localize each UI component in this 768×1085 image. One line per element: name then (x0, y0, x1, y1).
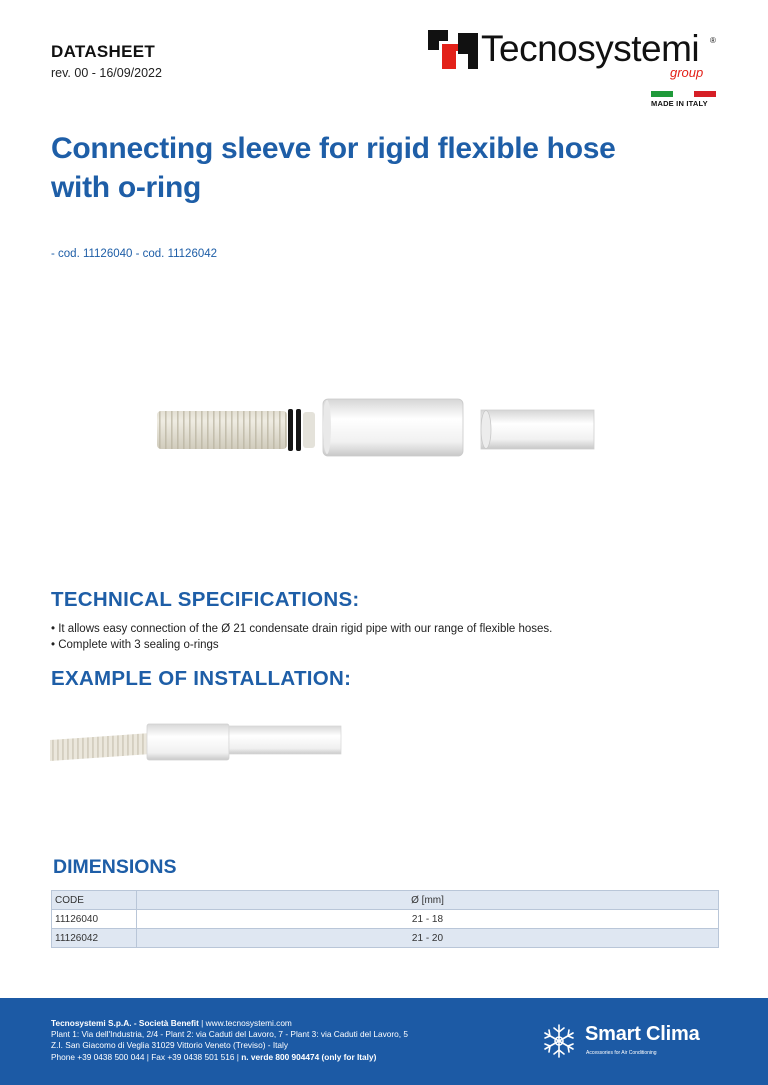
page-title (51, 129, 731, 207)
brand-group: group (670, 65, 704, 80)
footer-company-line (51, 1018, 408, 1029)
datasheet-label: DATASHEET (51, 42, 156, 61)
column-header-diameter: Ø [mm] (137, 891, 719, 910)
footer-phone-line (51, 1052, 408, 1063)
company-website: | www.tecnosystemi.com (198, 1018, 292, 1028)
cell-diameter: 21 - 20 (137, 929, 719, 948)
product-codes: - cod. 11126040 - cod. 11126042 (51, 248, 218, 260)
tecnosystemi-logo-mark (428, 30, 478, 72)
smart-clima-brand: Smart Clima (585, 1023, 700, 1045)
footer (0, 998, 768, 1085)
footer-contact (51, 1018, 408, 1063)
dimensions-heading: DIMENSIONS (53, 856, 177, 878)
smart-clima-tagline: Accessories for Air Conditioning (586, 1050, 657, 1056)
table-header-row (52, 891, 719, 910)
made-in-italy-label: MADE IN ITALY (651, 99, 708, 108)
cell-code: 11126040 (52, 910, 137, 929)
product-image (155, 395, 600, 460)
toll-free-number: n. verde 800 904474 (only for Italy) (241, 1051, 377, 1062)
table-row (52, 929, 719, 948)
spec-bullet: • It allows easy connection of the Ø 21 condensate drain rigid pipe with our range of flexible hoses. (51, 623, 553, 635)
footer-address: Z.I. San Giacomo di Veglia 31029 Vittorio Veneto (Treviso) - Italy (51, 1040, 289, 1051)
column-header-code: CODE (52, 891, 137, 910)
spec-bullet: • Complete with 3 sealing o-rings (51, 639, 219, 651)
tech-specs-heading: TECHNICAL SPECIFICATIONS: (51, 588, 360, 611)
installation-heading: EXAMPLE OF INSTALLATION: (51, 667, 352, 690)
snowflake-icon (540, 1022, 578, 1060)
installation-image (49, 718, 343, 766)
brand-name: Tecnosystemi (481, 28, 700, 69)
title-line-1: Connecting sleeve for rigid flexible hose (51, 132, 616, 165)
cell-diameter: 21 - 18 (137, 910, 719, 929)
footer-phones: Phone +39 0438 500 044 | Fax +39 0438 501 516 | (51, 1051, 242, 1062)
title-line-2: with o-ring (51, 171, 201, 204)
registered-mark: ® (710, 36, 716, 45)
cell-code: 11126042 (52, 929, 137, 948)
tecnosystemi-logo (428, 28, 720, 84)
italy-flag-icon (651, 91, 716, 97)
dimensions-table (51, 890, 719, 948)
footer-plants: Plant 1: Via dell'Industria, 2/4 - Plant 2: via Caduti del Lavoro, 7 - Plant 3: via Caduti del Lavoro, 5 (51, 1029, 409, 1040)
table-row (52, 910, 719, 929)
revision-label: rev. 00 - 16/09/2022 (51, 66, 162, 80)
company-name: Tecnosystemi S.p.A. - Società Benefit (51, 1018, 199, 1028)
